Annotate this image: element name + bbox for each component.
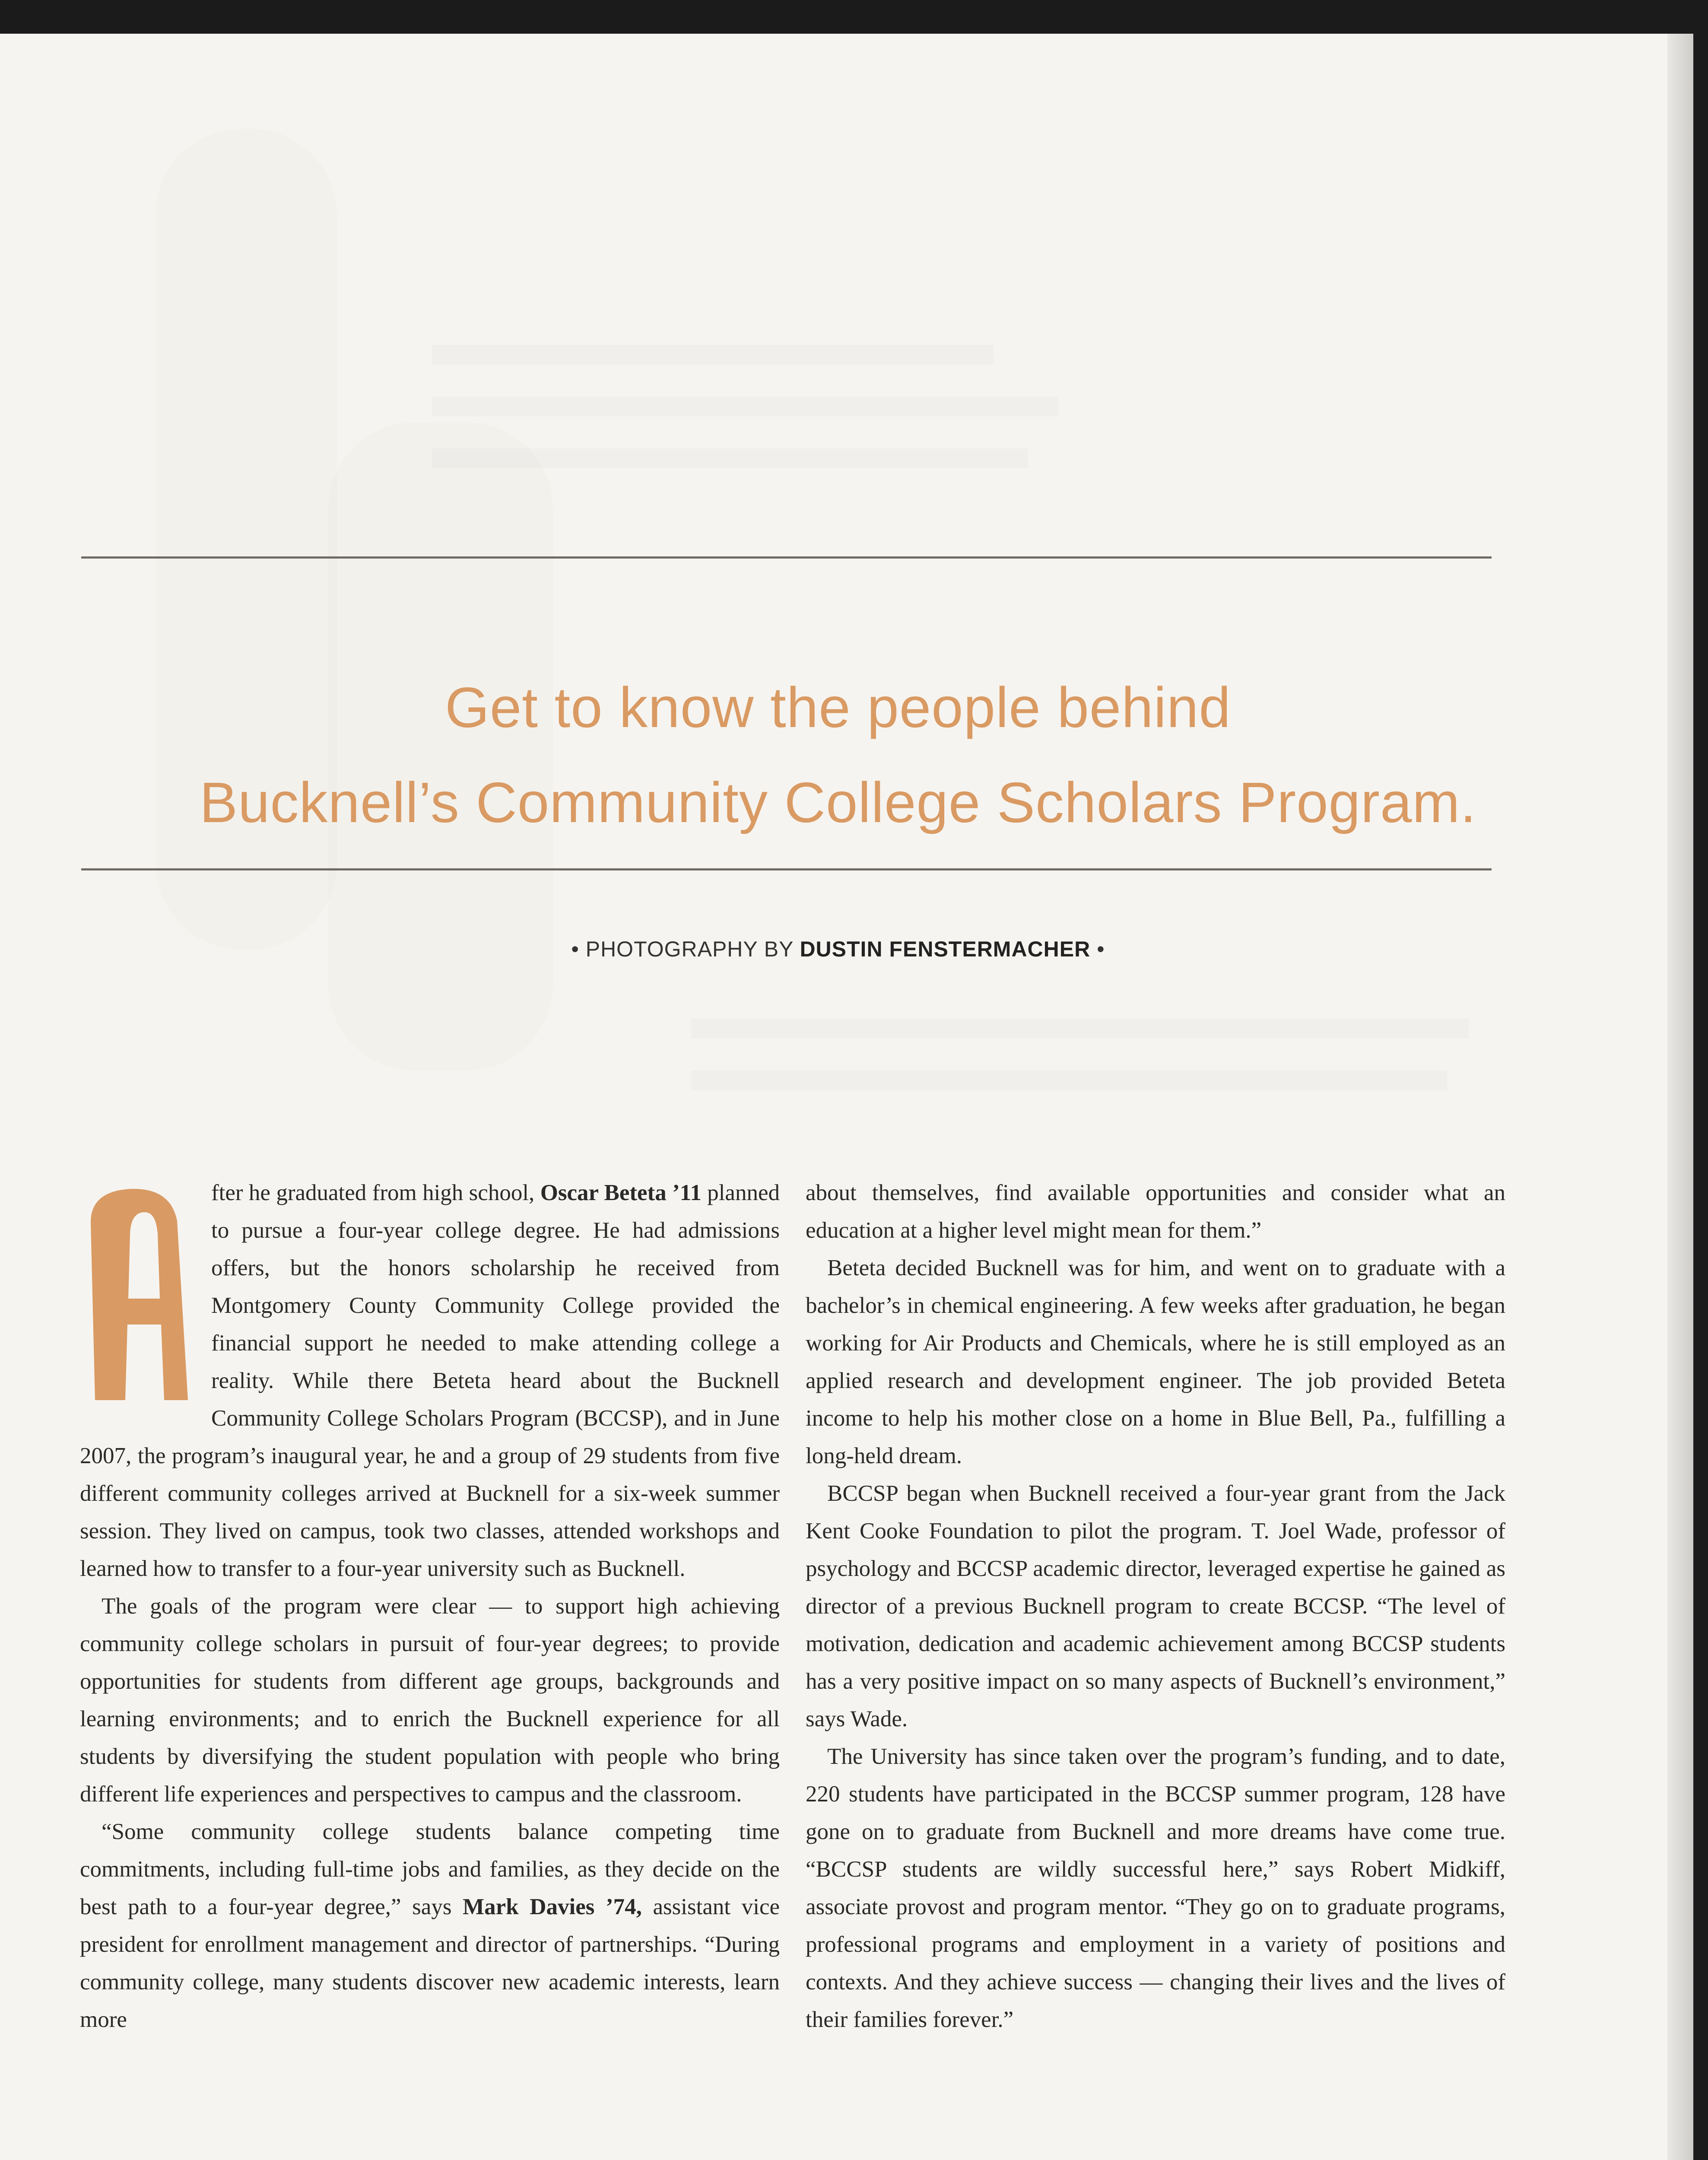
paragraph-5: BCCSP began when Bucknell received a four-year grant from the Jack Kent Cooke Foundation to pilot the program. T. Joel Wade, professor of psychology and BCCSP academic director, leveraged expertise he gained as director of a previous Bucknell program to create BCCSP. “The level of motivation, dedication and academic achievement among BCCSP students has a very positive impact on so many aspects of Bucknell’s environment,” says Wade.: [806, 1481, 1505, 1731]
p1-text-a: fter he graduated from high school,: [211, 1180, 540, 1205]
paragraph-1: [80, 1174, 780, 1588]
show-through-text: [432, 345, 994, 365]
p3-text-a: “Some community college students balance competing time commitments, including full-time jobs and families, as they decide on the best path to a four-year degree,” says: [80, 1819, 780, 1919]
oscar-beteta-name: Oscar Beteta ’11: [540, 1180, 702, 1205]
drop-cap: [80, 1182, 201, 1407]
mark-davies-name: Mark Davies ’74,: [463, 1894, 642, 1919]
p1-text-b: planned to pursue a four-year college degree. He had admissions offers, but the honors scholarship he received from Montgomery County Community College provided the financial support he needed to make attending college a reality. While there Beteta heard about the Bucknell Community College Scholars Program (BCCSP), and in June 2007, the program’s inaugural year, he and a group of 29 students from five different community colleges arrived at Bucknell for a six-week summer session. They lived on campus, took two classes, attended workshops and learned how to transfer to a four-year university such as Bucknell.: [80, 1180, 780, 1581]
page-edge: [1667, 34, 1693, 2160]
photographer-name: DUSTIN FENSTERMACHER: [800, 937, 1091, 961]
credit-prefix: • PHOTOGRAPHY BY: [571, 937, 794, 961]
top-rule: [81, 556, 1492, 559]
photo-credit: [0, 937, 1676, 962]
headline-line-1: Get to know the people behind: [445, 676, 1231, 739]
paragraph-3: [80, 1813, 780, 2039]
show-through-text: [432, 448, 1028, 468]
bottom-rule: [81, 868, 1492, 870]
article-column-left: [80, 1174, 780, 2039]
p3-text-b: assistant vice president for enrollment management and director of partnerships. “During community college, many students discover new academic interests, learn more: [80, 1894, 780, 2032]
headline-line-2: Bucknell’s Community College Scholars Program.: [199, 771, 1477, 834]
headline: [0, 660, 1676, 850]
credit-suffix: •: [1097, 937, 1105, 961]
paragraph-4: Beteta decided Bucknell was for him, and went on to graduate with a bachelor’s in chemical engineering. A few weeks after graduation, he began working for Air Products and Chemicals, where he is still employed as an applied research and development engineer. The job provided Beteta income to help his mother close on a home in Blue Bell, Pa., fulfilling a long-held dream.: [806, 1255, 1505, 1468]
paragraph-6: The University has since taken over the program’s funding, and to date, 220 students have participated in the BCCSP summer program, 128 have gone on to graduate from Bucknell and more dreams have come true. “BCCSP students are wildly successful here,” says Robert Midkiff, associate provost and program mentor. “They go on to graduate programs, professional programs and employment in a variety of positions and contexts. And they achieve success — changing their lives and the lives of their families forever.”: [806, 1744, 1505, 2032]
show-through-text: [691, 1070, 1447, 1090]
show-through-text: [432, 397, 1058, 416]
paragraph-2: The goals of the program were clear — to support high achieving community college scholars in pursuit of four-year degrees; to provide opportunities for students from different age groups, backgrounds and learning environments; and to enrich the Bucknell experience for all students by diversifying the student population with people who bring different life experiences and perspectives to campus and the classroom.: [80, 1594, 780, 1807]
paragraph-3-continued: about themselves, find available opportunities and consider what an education at a higher level might mean for them.”: [806, 1180, 1505, 1243]
magazine-page: [0, 34, 1676, 2160]
drop-cap-glyph: [80, 1182, 201, 1407]
show-through-text: [691, 1019, 1469, 1039]
article-column-right: [806, 1174, 1505, 2039]
